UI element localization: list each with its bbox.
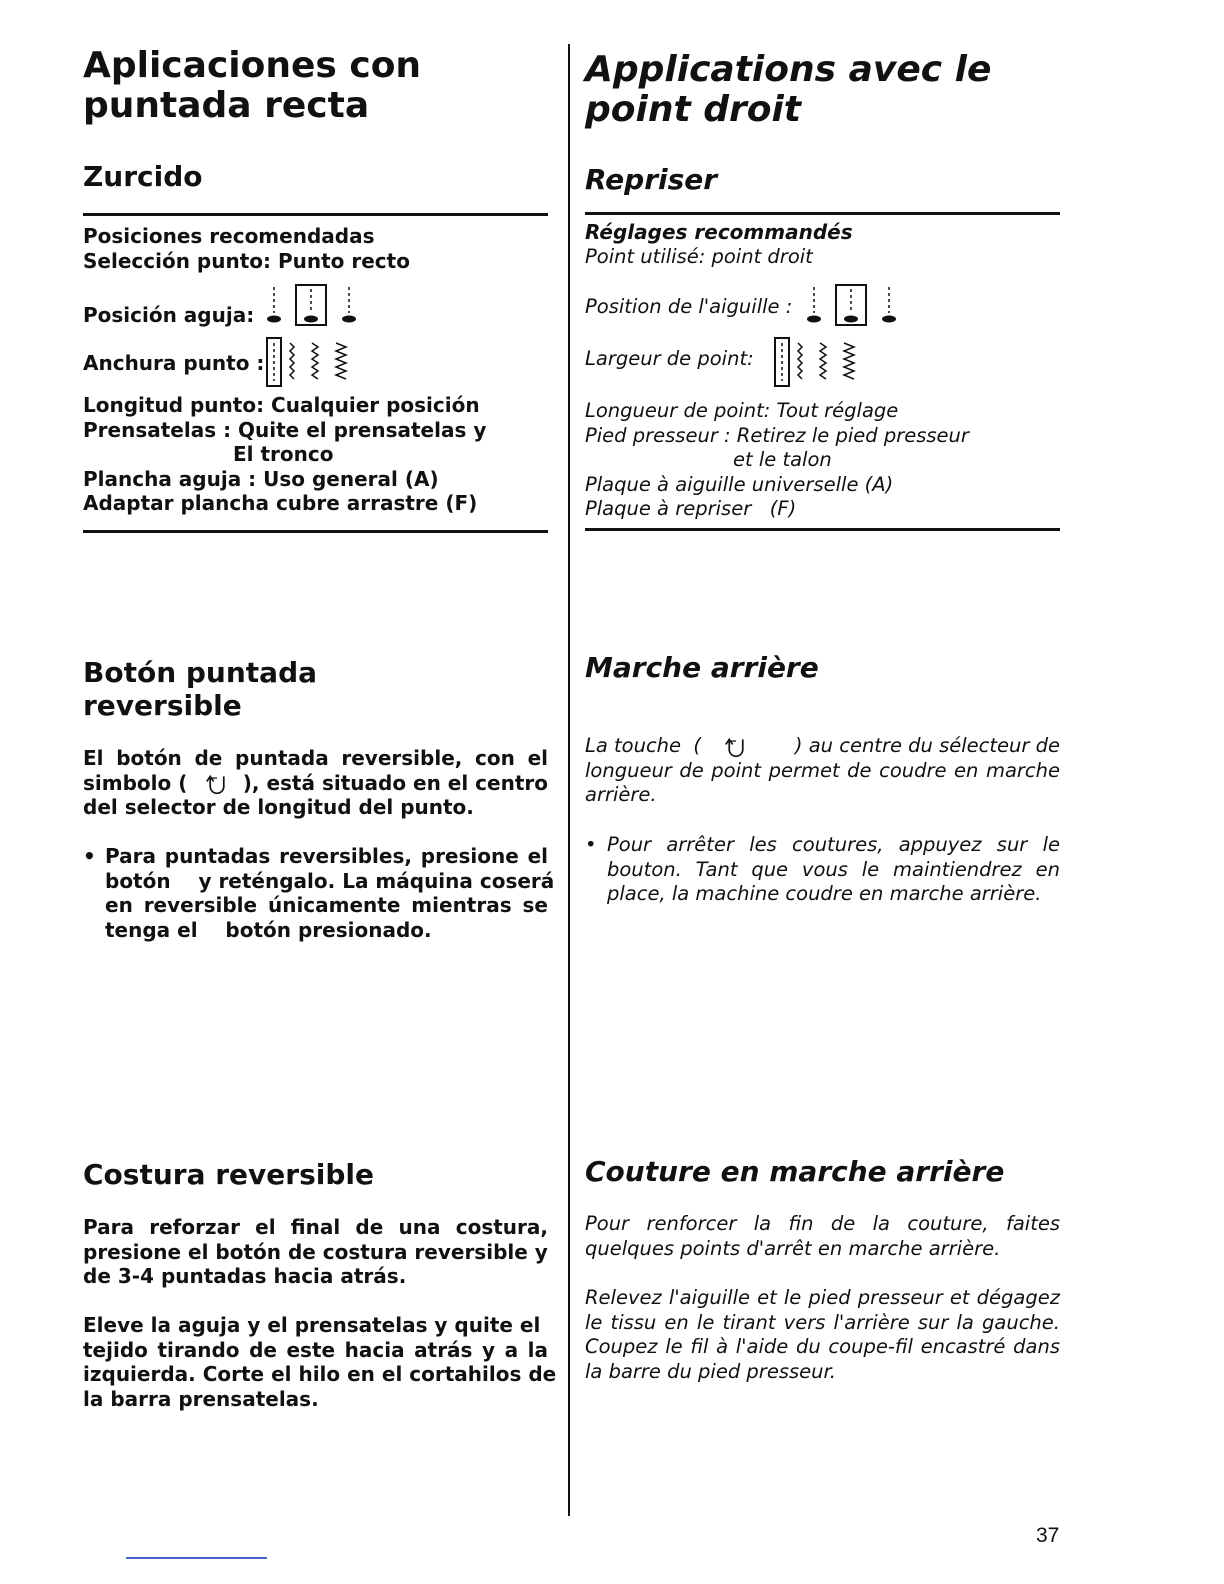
cover-plate-fr: Plaque à repriser (F): [585, 497, 797, 520]
scan-artifact-line: [126, 1557, 267, 1559]
reverse-button-para-fr-line-1: [585, 734, 1060, 759]
bullet-fr-line-3: place, la machine coudre en marche arrière.: [607, 882, 1042, 905]
settings-block-fr: [585, 220, 1060, 522]
needle-position-row-fr: [585, 281, 1060, 327]
stitch-width-label: Anchura punto :: [83, 350, 265, 375]
reverse-button-heading: [83, 656, 317, 722]
reverse-sewing-p1-line-2: presione el botón de costura reversible y: [83, 1239, 548, 1264]
reverse-button-para-fr-line-1b: ) au centre du sélecteur de: [794, 734, 1060, 757]
settings-title-fr: Réglages recommandés: [585, 220, 853, 244]
reverse-button-para-line-1: El botón de puntada reversible, con el: [83, 746, 548, 770]
settings-rule-bottom: [83, 530, 548, 533]
settings-rule-top-fr: [585, 212, 1060, 215]
needle-position-label: Posición aguja:: [83, 302, 255, 327]
reverse-sewing-p2-fr-line-2: le tissu en le tirant vers l'arrière sur la gauche.: [585, 1310, 1060, 1334]
bullet-dot-fr: •: [585, 833, 597, 856]
reverse-sewing-heading-fr: Couture en marche arrière: [585, 1155, 1005, 1188]
reverse-sewing-p2-line-3: izquierda. Corte el hilo en el cortahilos de: [83, 1362, 557, 1386]
title-line-2: puntada recta: [83, 85, 370, 126]
needle-position-icon-fr: [806, 283, 898, 327]
reverse-sewing-p2-fr-line-4: la barre du pied presseur.: [585, 1359, 836, 1383]
reverse-sewing-p1-line-3: de 3-4 puntadas hacia atrás.: [83, 1264, 407, 1288]
reverse-button-paragraph-fr: [585, 734, 1060, 808]
spanish-column: [83, 0, 557, 1411]
stitch-width-icon: [266, 337, 370, 387]
reverse-button-para-line-2: [83, 771, 548, 796]
reverse-sewing-paragraph-2: [83, 1313, 557, 1411]
bullet-fr-line-2: bouton. Tant que vous le maintiendrez en: [607, 857, 1060, 881]
presser-foot-continued-fr: et le talon: [733, 448, 832, 471]
title-line-1: Aplicaciones con: [83, 45, 422, 86]
stitch-selection-fr: Point utilisé: point droit: [585, 244, 813, 268]
reverse-sewing-p2-fr-line-1: Relevez l'aiguille et le pied presseur et dégagez: [585, 1286, 1060, 1309]
page-title-fr: [585, 50, 991, 130]
reverse-sewing-p1-fr-line-2: quelques points d'arrêt en marche arrière.: [585, 1236, 1001, 1260]
stitch-width-icon-fr: [774, 337, 878, 387]
reverse-sewing-p1-line-1: Para reforzar el final de una costura,: [83, 1215, 548, 1239]
darning-heading-fr: Repriser: [585, 163, 718, 196]
darning-heading: Zurcido: [83, 160, 203, 193]
column-divider: [568, 44, 570, 1516]
needle-position-row: [83, 281, 548, 327]
reverse-sewing-paragraph-1: [83, 1215, 548, 1289]
reverse-button-para-fr-line-3: arrière.: [585, 783, 657, 806]
page-title: [83, 46, 421, 126]
settings-block: [83, 224, 548, 516]
bullet-line-2: botón y reténgalo. La máquina coserá: [105, 868, 555, 893]
french-column: [585, 0, 1060, 1383]
stitch-width-row-fr: [585, 333, 1060, 387]
reverse-sewing-paragraph-2-fr: [585, 1286, 1060, 1384]
bullet-line-4: tenga el botón presionado.: [105, 917, 432, 942]
reverse-button-para-fr-line-1a: La touche (: [585, 734, 702, 757]
presser-foot-fr: Pied presseur : Retirez le pied presseur: [585, 423, 969, 447]
title-fr-line-1: Applications avec le: [585, 49, 992, 90]
reverse-sewing-p2-line-4: la barra prensatelas.: [83, 1386, 319, 1411]
needle-plate: Plancha aguja : Uso general (A): [83, 466, 439, 491]
stitch-width-label-fr: Largeur de point:: [585, 346, 754, 370]
settings-title: Posiciones recomendadas: [83, 224, 375, 248]
reverse-button-bullet: [83, 844, 555, 942]
bullet-line-1: Para puntadas reversibles, presione el: [105, 844, 548, 868]
reverse-stitch-icon-fr: [723, 736, 749, 758]
reverse-button-para-line-2b: ), está situado en el centro: [242, 770, 548, 795]
reverse-sewing-p1-fr-line-1: Pour renforcer la fin de la couture, faites: [585, 1212, 1060, 1235]
reverse-button-paragraph: [83, 746, 548, 820]
reverse-sewing-heading: Costura reversible: [83, 1158, 374, 1191]
reverse-button-heading-line-1: Botón puntada: [83, 656, 318, 689]
reverse-button-heading-line-2: reversible: [83, 689, 242, 722]
reverse-button-para-line-3: del selector de longitud del punto.: [83, 795, 474, 819]
reverse-sewing-p2-line-2: tejido tirando de este hacia atrás y a la: [83, 1337, 548, 1362]
reverse-button-heading-fr: Marche arrière: [585, 651, 819, 684]
presser-foot-continued: El tronco: [233, 442, 334, 466]
settings-rule-top: [83, 213, 548, 216]
reverse-sewing-p2-fr-line-3: Coupez le fil à l'aide du coupe-fil encastré dans: [585, 1335, 1060, 1358]
reverse-stitch-icon: [204, 773, 230, 795]
reverse-button-para-line-2a: simbolo (: [83, 770, 188, 795]
stitch-width-row: [83, 335, 548, 387]
presser-foot: Prensatelas : Quite el prensatelas y: [83, 417, 487, 442]
page-number: 37: [1036, 1524, 1060, 1547]
bullet-fr-line-1: Pour arrêter les coutures, appuyez sur le: [607, 833, 1060, 856]
stitch-selection: Selección punto: Punto recto: [83, 248, 410, 273]
reverse-button-bullet-fr: [585, 833, 1060, 907]
needle-position-icon: [266, 283, 358, 327]
bullet-line-3: en reversible únicamente mientras se: [105, 893, 548, 917]
needle-plate-fr: Plaque à aiguille universelle (A): [585, 472, 894, 496]
stitch-length-fr: Longueur de point: Tout réglage: [585, 399, 899, 422]
title-fr-line-2: point droit: [585, 89, 802, 130]
bullet-dot: •: [83, 844, 96, 868]
reverse-button-para-fr-line-2: longueur de point permet de coudre en marche: [585, 758, 1060, 782]
needle-position-label-fr: Position de l'aiguille :: [585, 294, 793, 318]
reverse-sewing-paragraph-1-fr: [585, 1212, 1060, 1261]
settings-rule-bottom-fr: [585, 528, 1060, 531]
cover-plate: Adaptar plancha cubre arrastre (F): [83, 491, 478, 515]
reverse-sewing-p2-line-1: Eleve la aguja y el prensatelas y quite el: [83, 1313, 541, 1337]
stitch-length: Longitud punto: Cualquier posición: [83, 393, 480, 417]
